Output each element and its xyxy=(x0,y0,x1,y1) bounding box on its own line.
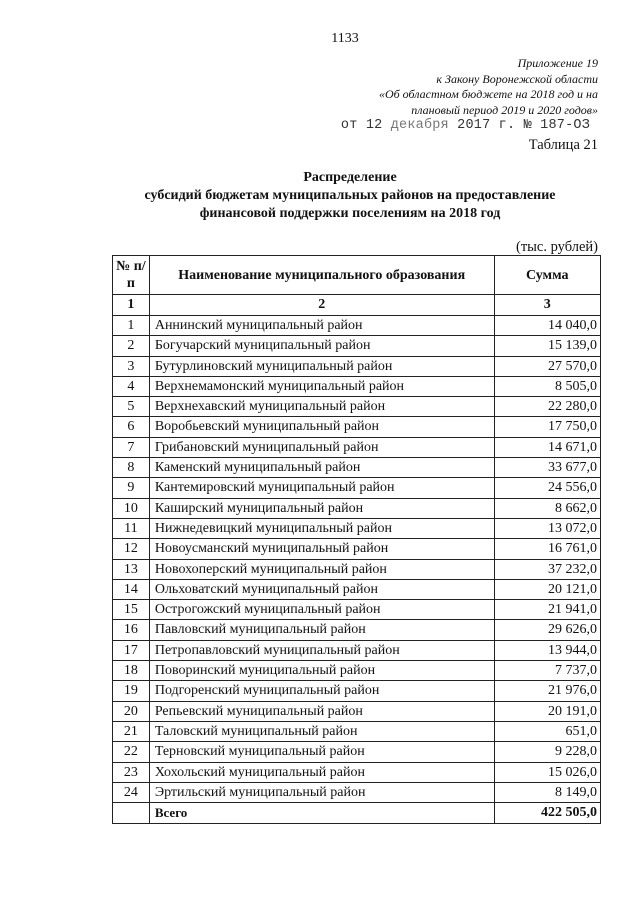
table-row xyxy=(113,356,601,376)
row-number: 14 xyxy=(113,579,150,599)
total-label: Всего xyxy=(149,803,494,824)
row-number: 10 xyxy=(113,498,150,518)
row-number: 2 xyxy=(113,336,150,356)
subsidy-amount: 13 944,0 xyxy=(494,640,600,660)
subsidy-amount: 9 228,0 xyxy=(494,742,600,762)
table-row xyxy=(113,640,601,660)
district-name: Терновский муниципальный район xyxy=(149,742,494,762)
district-name: Воробьевский муниципальный район xyxy=(149,417,494,437)
subsidy-amount: 8 505,0 xyxy=(494,376,600,396)
subsidy-amount: 20 191,0 xyxy=(494,701,600,721)
appendix-line: «Об областном бюджете на 2018 год и на xyxy=(378,87,598,101)
column-number: 2 xyxy=(149,295,494,316)
district-name: Поворинский муниципальный район xyxy=(149,661,494,681)
total-empty-cell xyxy=(113,803,150,824)
subsidy-amount: 14 671,0 xyxy=(494,437,600,457)
row-number: 13 xyxy=(113,559,150,579)
subsidy-amount: 22 280,0 xyxy=(494,397,600,417)
district-name: Эртильский муниципальный район xyxy=(149,782,494,802)
subsidy-amount: 8 662,0 xyxy=(494,498,600,518)
law-date-suffix: 2017 г. № 187-ОЗ xyxy=(457,118,590,133)
header-sum: Сумма xyxy=(494,256,600,295)
district-name: Каширский муниципальный район xyxy=(149,498,494,518)
subsidy-amount: 651,0 xyxy=(494,721,600,741)
header-name: Наименование муниципального образования xyxy=(149,256,494,295)
subsidy-amount: 29 626,0 xyxy=(494,620,600,640)
table-header-row xyxy=(113,256,601,295)
row-number: 3 xyxy=(113,356,150,376)
title-line: финансовой поддержки поселениям на 2018 год xyxy=(199,206,501,221)
table-body xyxy=(113,295,601,824)
district-name: Каменский муниципальный район xyxy=(149,458,494,478)
table-row xyxy=(113,518,601,538)
appendix-line: Приложение 19 xyxy=(517,56,598,70)
table-label: Таблица 21 xyxy=(528,137,598,153)
district-name: Подгоренский муниципальный район xyxy=(149,681,494,701)
table-row xyxy=(113,478,601,498)
district-name: Хохольский муниципальный район xyxy=(149,762,494,782)
subsidy-amount: 21 941,0 xyxy=(494,600,600,620)
column-number: 3 xyxy=(494,295,600,316)
district-name: Аннинский муниципальный район xyxy=(149,316,494,336)
subsidy-amount: 37 232,0 xyxy=(494,559,600,579)
row-number: 18 xyxy=(113,661,150,681)
subsidy-amount: 27 570,0 xyxy=(494,356,600,376)
district-name: Богучарский муниципальный район xyxy=(149,336,494,356)
appendix-line: плановый период 2019 и 2020 годов» xyxy=(411,102,598,117)
document-title xyxy=(0,169,640,223)
table-row xyxy=(113,661,601,681)
district-name: Острогожский муниципальный район xyxy=(149,600,494,620)
subsidy-amount: 15 139,0 xyxy=(494,336,600,356)
page-number: 1133 xyxy=(331,31,359,46)
title-line: Распределение xyxy=(303,170,397,185)
table-row xyxy=(113,579,601,599)
table-row xyxy=(113,620,601,640)
law-date-prefix: от 12 xyxy=(340,118,383,133)
appendix-header xyxy=(278,56,598,118)
title-line: субсидий бюджетам муниципальных районов на предоставление xyxy=(144,188,556,203)
row-number: 9 xyxy=(113,478,150,498)
subsidy-amount: 8 149,0 xyxy=(494,782,600,802)
appendix-line: к Закону Воронежской области xyxy=(436,71,598,86)
subsidy-amount: 24 556,0 xyxy=(494,478,600,498)
table-row xyxy=(113,559,601,579)
row-number: 7 xyxy=(113,437,150,457)
district-name: Ольховатский муниципальный район xyxy=(149,579,494,599)
row-number: 23 xyxy=(113,762,150,782)
column-number-row xyxy=(113,295,601,316)
district-name: Нижнедевицкий муниципальный район xyxy=(149,518,494,538)
row-number: 4 xyxy=(113,376,150,396)
row-number: 6 xyxy=(113,417,150,437)
law-date-stamp xyxy=(341,118,590,133)
row-number: 8 xyxy=(113,458,150,478)
total-row xyxy=(113,803,601,824)
table-row xyxy=(113,498,601,518)
district-name: Бутурлиновский муниципальный район xyxy=(149,356,494,376)
row-number: 16 xyxy=(113,620,150,640)
header-num: № п/п xyxy=(113,256,150,295)
table-row xyxy=(113,417,601,437)
subsidy-amount: 15 026,0 xyxy=(494,762,600,782)
table-row xyxy=(113,762,601,782)
row-number: 1 xyxy=(113,316,150,336)
table-row xyxy=(113,376,601,396)
district-name: Таловский муниципальный район xyxy=(149,721,494,741)
subsidy-amount: 17 750,0 xyxy=(494,417,600,437)
table-row xyxy=(113,458,601,478)
district-name: Грибановский муниципальный район xyxy=(149,437,494,457)
table-row xyxy=(113,397,601,417)
subsidy-table xyxy=(112,255,601,824)
total-amount: 422 505,0 xyxy=(494,803,600,824)
table-row xyxy=(113,681,601,701)
subsidy-amount: 33 677,0 xyxy=(494,458,600,478)
district-name: Верхнемамонский муниципальный район xyxy=(149,376,494,396)
district-name: Верхнехавский муниципальный район xyxy=(149,397,494,417)
row-number: 15 xyxy=(113,600,150,620)
table-row xyxy=(113,721,601,741)
subsidy-amount: 21 976,0 xyxy=(494,681,600,701)
row-number: 5 xyxy=(113,397,150,417)
table-row xyxy=(113,539,601,559)
subsidy-amount: 7 737,0 xyxy=(494,661,600,681)
row-number: 12 xyxy=(113,539,150,559)
table-row xyxy=(113,782,601,802)
law-date-month: декабря xyxy=(390,118,449,133)
row-number: 24 xyxy=(113,782,150,802)
subsidy-amount: 16 761,0 xyxy=(494,539,600,559)
table-row xyxy=(113,316,601,336)
district-name: Кантемировский муниципальный район xyxy=(149,478,494,498)
column-number: 1 xyxy=(113,295,150,316)
district-name: Петропавловский муниципальный район xyxy=(149,640,494,660)
district-name: Новоусманский муниципальный район xyxy=(149,539,494,559)
subsidy-amount: 20 121,0 xyxy=(494,579,600,599)
row-number: 21 xyxy=(113,721,150,741)
table-row xyxy=(113,701,601,721)
district-name: Павловский муниципальный район xyxy=(149,620,494,640)
row-number: 19 xyxy=(113,681,150,701)
row-number: 22 xyxy=(113,742,150,762)
table-row xyxy=(113,742,601,762)
table-row xyxy=(113,336,601,356)
subsidy-amount: 13 072,0 xyxy=(494,518,600,538)
units-label: (тыс. рублей) xyxy=(516,239,598,255)
district-name: Репьевский муниципальный район xyxy=(149,701,494,721)
row-number: 11 xyxy=(113,518,150,538)
district-name: Новохоперский муниципальный район xyxy=(149,559,494,579)
row-number: 17 xyxy=(113,640,150,660)
table-row xyxy=(113,437,601,457)
table-row xyxy=(113,600,601,620)
row-number: 20 xyxy=(113,701,150,721)
subsidy-amount: 14 040,0 xyxy=(494,316,600,336)
